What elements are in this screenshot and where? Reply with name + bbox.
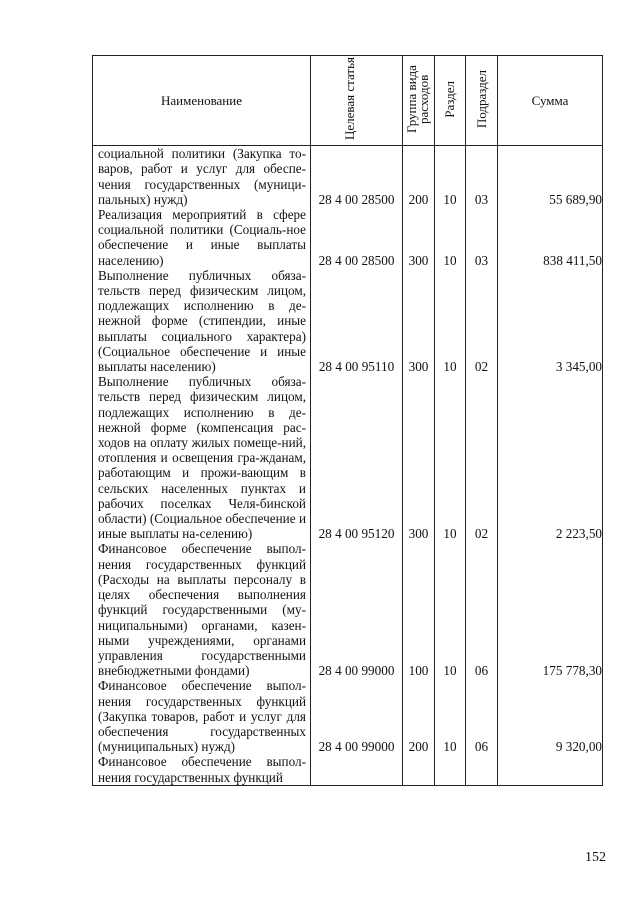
row-section: 10: [435, 541, 466, 678]
row-group: 300: [403, 374, 435, 541]
row-subsection: [466, 754, 498, 785]
page-number: 152: [585, 850, 606, 865]
row-code: 28 4 00 99000: [311, 541, 403, 678]
row-subsection: 06: [466, 678, 498, 754]
row-code: 28 4 00 95110: [311, 268, 403, 374]
table-row: [93, 678, 603, 754]
row-name: Финансовое обеспечение выпол-нения государственных функций (Закупка товаров, работ и услуг для обеспечения государственных (муниципальных) нужд): [93, 678, 311, 754]
header-subsection: Подраздел: [466, 56, 498, 146]
row-name: Реализация мероприятий в сфере социальной политики (Социаль-ное обеспечение и иные выплаты населению): [93, 207, 311, 268]
row-name: Финансовое обеспечение выпол-нения государственных функций: [93, 754, 311, 785]
header-group: Группа вида расходов: [403, 56, 435, 146]
row-amount: [498, 754, 603, 785]
row-amount: 2 223,50: [498, 374, 603, 541]
budget-table: [92, 55, 603, 786]
row-name: Выполнение публичных обяза-тельств перед физическим лицом, подлежащих исполнению в де-нежной форме (компенсация рас-ходов на оплату жилых помеще-ний, отопления и освещения гра-жданам, работающим и прожи-вающим в сельских населенных пунктах и рабочих поселках Челя-бинской области) (Социальное обеспечение и иные выплаты на-селению): [93, 374, 311, 541]
row-group: 300: [403, 268, 435, 374]
row-section: 10: [435, 678, 466, 754]
table-row: [93, 374, 603, 541]
row-amount: 55 689,90: [498, 146, 603, 207]
row-amount: 175 778,30: [498, 541, 603, 678]
row-code: 28 4 00 95120: [311, 374, 403, 541]
table-row: [93, 207, 603, 268]
row-section: 10: [435, 374, 466, 541]
row-subsection: 02: [466, 374, 498, 541]
row-subsection: 02: [466, 268, 498, 374]
row-section: [435, 754, 466, 785]
header-amount: Сумма: [498, 56, 603, 146]
row-name: социальной политики (Закупка то-варов, работ и услуг для обеспе-чения государственных (муници-пальных) нужд): [93, 146, 311, 207]
row-group: 300: [403, 207, 435, 268]
row-group: 200: [403, 678, 435, 754]
row-amount: 3 345,00: [498, 268, 603, 374]
row-code: 28 4 00 99000: [311, 678, 403, 754]
header-name: Наименование: [93, 56, 311, 146]
row-subsection: 03: [466, 207, 498, 268]
row-name: Финансовое обеспечение выпол-нения государственных функций (Расходы на выплаты персоналу в целях обеспечения выполнения функций государственными (му-ниципальными) органами, казен-ными учреждениями, органами управления государственными внебюджетными фондами): [93, 541, 311, 678]
row-subsection: 06: [466, 541, 498, 678]
table-header-row: [93, 56, 603, 146]
row-name: Выполнение публичных обяза-тельств перед физическим лицом, подлежащих исполнению в де-нежной форме (стипендии, иные выплаты социального характера) (Социальное обеспечение и иные выплаты населению): [93, 268, 311, 374]
row-group: 200: [403, 146, 435, 207]
table-row: [93, 268, 603, 374]
header-code: Целевая статья: [311, 56, 403, 146]
row-section: 10: [435, 207, 466, 268]
row-code: [311, 754, 403, 785]
row-section: 10: [435, 268, 466, 374]
table-row: [93, 541, 603, 678]
table-row: [93, 146, 603, 207]
header-section: Раздел: [435, 56, 466, 146]
row-code: 28 4 00 28500: [311, 207, 403, 268]
row-group: [403, 754, 435, 785]
row-group: 100: [403, 541, 435, 678]
row-section: 10: [435, 146, 466, 207]
row-subsection: 03: [466, 146, 498, 207]
row-amount: 9 320,00: [498, 678, 603, 754]
row-code: 28 4 00 28500: [311, 146, 403, 207]
row-amount: 838 411,50: [498, 207, 603, 268]
table-row: [93, 754, 603, 785]
